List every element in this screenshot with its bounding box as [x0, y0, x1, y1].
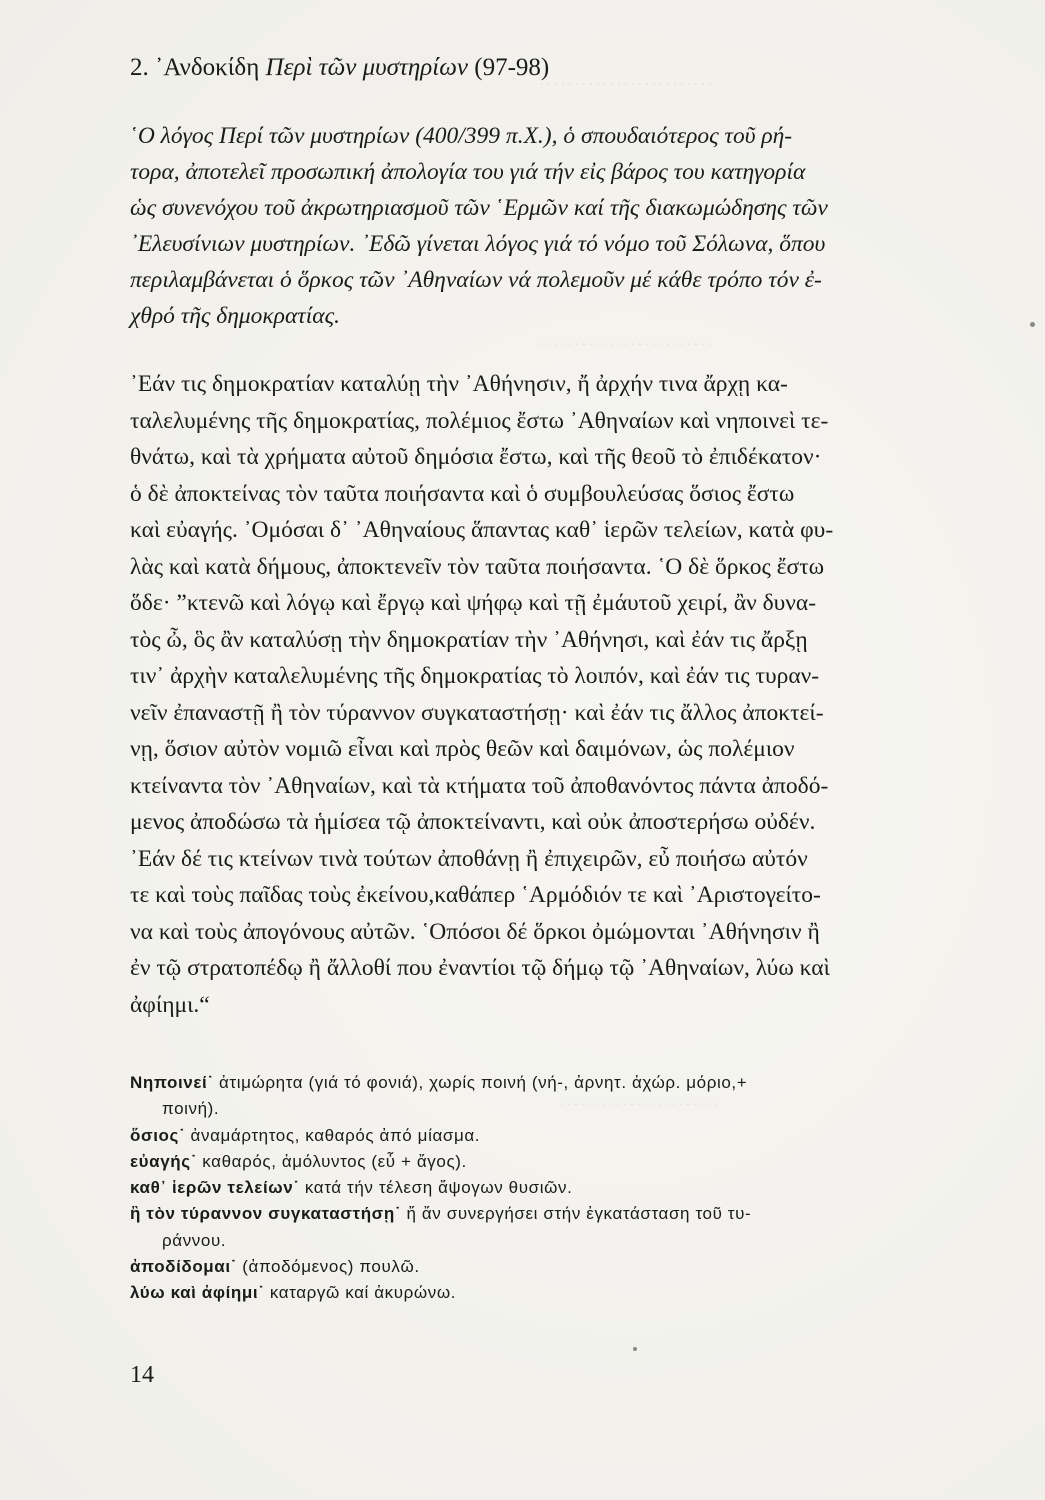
gloss-term: καθ᾿ ἱερῶν τελείων˙ — [130, 1178, 300, 1198]
gloss-entry — [130, 1175, 970, 1201]
gloss-entry — [130, 1123, 970, 1149]
text-line: ᾿Εάν τις δημοκρατίαν καταλύῃ τὴν ᾿Αθήνησιν, ἤ ἀρχήν τινα ἄρχῃ κα- — [130, 371, 788, 397]
text-line: ᾿Εάν δέ τις κτείνων τινὰ τούτων ἀποθάνῃ ἢ ἐπιχειρῶν, εὖ ποιήσω αὐτόν — [130, 845, 808, 872]
gloss-definition: (ἀποδόμενος) πουλῶ. — [236, 1257, 420, 1277]
text-line: τιν᾿ ἀρχὴν καταλελυμένης τῆς δημοκρατίας τὸ λοιπόν, καὶ ἐάν τις τυραν- — [130, 663, 820, 689]
intro-line: χθρό τῆς δημοκρατίας. — [130, 303, 340, 329]
intro-paragraph — [130, 118, 960, 334]
section-heading — [130, 50, 549, 86]
gloss-entry — [130, 1070, 970, 1096]
section-range: (97-98) — [474, 54, 550, 81]
gloss-term: ὅσιος˙ — [130, 1125, 186, 1145]
gloss-entry — [130, 1254, 970, 1280]
gloss-entry — [130, 1280, 970, 1306]
speck-mark — [1030, 322, 1035, 327]
gloss-definition: ἤ ἄν συνεργήσει στήν ἐγκατάσταση τοῦ τυ- — [401, 1204, 752, 1224]
gloss-term: εὐαγής˙ — [130, 1151, 197, 1171]
gloss-definition: ποινή). — [162, 1099, 220, 1119]
gloss-definition: καταργῶ καί ἀκυρώνω. — [264, 1283, 457, 1303]
gloss-definition: ἀτιμώρητα (γιά τό φονιά), χωρίς ποινή (νή-, ἀρνητ. ἀχώρ. μόριο,+ — [213, 1073, 748, 1092]
gloss-definition: ἀναμάρτητος, καθαρός ἀπό μίασμα. — [185, 1125, 481, 1145]
text-line: νεῖν ἐπαναστῇ ἢ τὸν τύραννον συγκαταστήσῃ· καὶ ἐάν τις ἄλλος ἀποκτεί- — [130, 699, 824, 726]
show-through: . . . . . . . . . . . . . . . . . . . . . . . . . — [540, 334, 712, 349]
text-line: θνάτω, καὶ τὰ χρήματα αὐτοῦ δημόσια ἔστω, καὶ τῆς θεοῦ τὸ ἐπιδέκατον· — [130, 444, 822, 470]
intro-line: ὡς συνενόχου τοῦ ἀκρωτηριασμοῦ τῶν ῾Ερμῶν καί τῆς διακωμώδησης τῶν — [130, 195, 828, 221]
text-line: ταλελυμένης τῆς δημοκρατίας, πολέμιος ἔστω ᾿Αθηναίων καὶ νηποινεὶ τε- — [130, 407, 829, 434]
gloss-term: Νηποινεί˙ — [130, 1073, 214, 1092]
gloss-term: ἢ τὸν τύραννον συγκαταστήσῃ˙ — [130, 1204, 402, 1224]
text-line: ὅδε· ”κτενῶ καὶ λόγῳ καὶ ἔργῳ καὶ ψήφῳ καὶ τῇ ἐμάυτοῦ χειρί, ἂν δυνα- — [130, 590, 817, 616]
intro-line: περιλαμβάνεται ὁ ὅρκος τῶν ᾿Αθηναίων νά πολεμοῦν μέ κάθε τρόπο τόν ἐ- — [130, 267, 822, 293]
text-line: μενος ἀποδώσω τὰ ἡμίσεα τῷ ἀποκτείναντι, καὶ οὐκ ἀποστερήσω οὐδέν. — [130, 809, 816, 835]
text-line: καὶ εὐαγής. ᾿Ομόσαι δ᾿ ᾿Αθηναίους ἅπαντας καθ᾿ ἱερῶν τελείων, κατὰ φυ- — [130, 517, 834, 543]
gloss-entry — [130, 1228, 970, 1254]
page-number: 14 — [130, 1362, 154, 1388]
intro-line: ᾿Ελευσίνιων μυστηρίων. ᾿Εδῶ γίνεται λόγος γιά τό νόμο τοῦ Σόλωνα, ὅπου — [130, 231, 826, 257]
speck-mark — [633, 1347, 637, 1351]
text-line: ἀφίημι.“ — [130, 991, 210, 1018]
text-line: τε καὶ τοὺς παῖδας τοὺς ἐκείνου,καθάπερ ῾Αρμόδιόν τε καὶ ᾿Αριστογείτο- — [130, 882, 821, 908]
section-number: 2. — [130, 54, 149, 81]
show-through: . . . . . . . . . . . . . . . . . . . . . . . — [560, 1094, 718, 1109]
gloss-definition: καθαρός, ἀμόλυντος (εὖ + ἄγος). — [196, 1151, 467, 1171]
gloss-term: λύω καὶ ἀφίημι˙ — [130, 1283, 265, 1303]
glossary — [130, 1070, 970, 1307]
text-line: τὸς ὦ, ὃς ἂν καταλύσῃ τὴν δημοκρατίαν τὴν ᾿Αθήνησι, καὶ ἐάν τις ἄρξῃ — [130, 626, 808, 653]
intro-line: ῾Ο λόγος Περί τῶν μυστηρίων (400/399 π.Χ.), ὁ σπουδαιότερος τοῦ ρή- — [130, 123, 793, 149]
gloss-term: ἀποδίδομαι˙ — [130, 1257, 237, 1277]
text-line: κτείναντα τὸν ᾿Αθηναίων, καὶ τὰ κτήματα τοῦ ἀποθανόντος πάντα ἀποδό- — [130, 772, 829, 799]
gloss-entry — [130, 1201, 970, 1227]
show-through: . . . . . . . . . . . . . . . . . . . . . . . . . — [540, 74, 712, 89]
intro-line: τορα, ἀποτελεῖ προσωπική ἀπολογία του γιά τήν εἰς βάρος του κατηγορία — [130, 159, 806, 185]
text-line: λὰς καὶ κατὰ δήμους, ἀποκτενεῖν τὸν ταῦτα ποιήσαντα. ῾Ο δὲ ὅρκος ἔστω — [130, 553, 825, 580]
gloss-entry — [130, 1149, 970, 1175]
text-line: νῃ, ὅσιον αὐτὸν νομιῶ εἶναι καὶ πρὸς θεῶν καὶ δαιμόνων, ὡς πολέμιον — [130, 736, 795, 762]
gloss-definition: κατά τήν τέλεση ἄψογων θυσιῶν. — [299, 1178, 573, 1198]
gloss-definition: ράννου. — [162, 1230, 227, 1250]
text-line: ἐν τῷ στρατοπέδῳ ἢ ἄλλοθί που ἐναντίοι τῷ δήμῳ τῷ ᾿Αθηναίων, λύω καὶ — [130, 955, 830, 981]
main-text — [130, 366, 965, 1023]
gloss-entry — [130, 1096, 970, 1122]
text-line: να καὶ τοὺς ἀπογόνους αὐτῶν. ῾Οπόσοι δέ ὅρκοι ὀμώμονται ᾿Αθήνησιν ἢ — [130, 918, 820, 945]
author-name: ᾿Ανδοκίδη — [155, 54, 260, 81]
text-line: ὁ δὲ ἀποκτείνας τὸν ταῦτα ποιήσαντα καὶ ὁ συμβουλεύσας ὅσιος ἔστω — [130, 480, 795, 507]
work-title: Περὶ τῶν μυστηρίων — [265, 54, 468, 81]
